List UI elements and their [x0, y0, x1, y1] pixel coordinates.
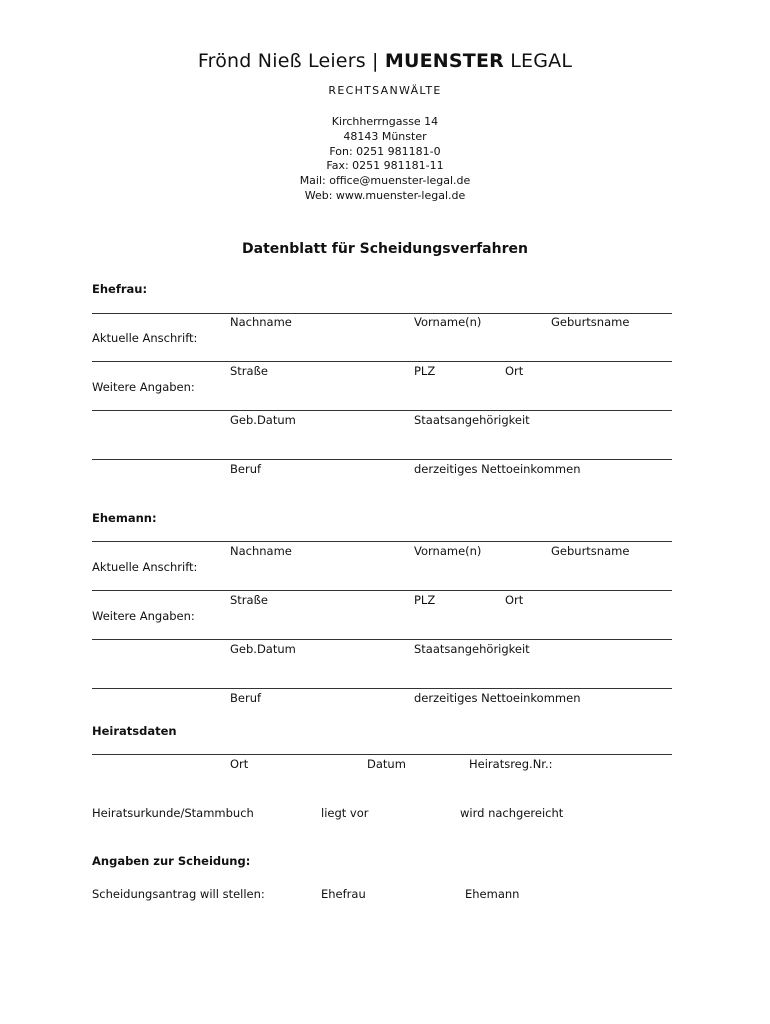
- wife-birthname-label: Geburtsname: [551, 315, 630, 329]
- marriage-date-label: Datum: [367, 757, 406, 771]
- marriage-heading: Heiratsdaten: [92, 724, 177, 738]
- wife-job-label: Beruf: [230, 462, 262, 476]
- applicant-wife-option[interactable]: Ehefrau: [321, 887, 366, 901]
- contact-fax: Fax: 0251 981181-11: [326, 159, 444, 173]
- husband-city-label: Ort: [505, 593, 524, 607]
- wife-heading: Ehefrau:: [92, 282, 148, 296]
- husband-more-label: Weitere Angaben:: [92, 609, 195, 623]
- certificate-later-option[interactable]: wird nachgereicht: [460, 806, 564, 820]
- certificate-label: Heiratsurkunde/Stammbuch: [92, 806, 254, 820]
- contact-street: Kirchherrngasse 14: [331, 115, 439, 128]
- divorce-applicant-label: Scheidungsantrag will stellen:: [92, 887, 265, 901]
- wife-firstname-label: Vorname(n): [414, 315, 482, 329]
- contact-block: [0, 115, 770, 204]
- wife-name-line[interactable]: [92, 313, 672, 314]
- husband-lastname-label: Nachname: [230, 544, 292, 558]
- marriage-register-label: Heiratsreg.Nr.:: [469, 757, 553, 771]
- husband-birthname-label: Geburtsname: [551, 544, 630, 558]
- husband-address-label: Aktuelle Anschrift:: [92, 560, 198, 574]
- husband-birthdate-label: Geb.Datum: [230, 642, 296, 656]
- contact-phone: Fon: 0251 981181-0: [329, 144, 441, 158]
- contact-city: 48143 Münster: [343, 129, 427, 143]
- wife-city-label: Ort: [505, 364, 524, 378]
- wife-birthdate-label: Geb.Datum: [230, 413, 296, 427]
- wife-nationality-label: Staatsangehörigkeit: [414, 413, 530, 427]
- husband-firstname-label: Vorname(n): [414, 544, 482, 558]
- husband-zip-label: PLZ: [414, 593, 436, 607]
- contact-web: Web: www.muenster-legal.de: [304, 188, 466, 202]
- firm-name-suffix: LEGAL: [503, 50, 573, 72]
- wife-income-label: derzeitiges Nettoeinkommen: [414, 462, 581, 476]
- wife-job-line[interactable]: [92, 459, 672, 460]
- husband-nationality-label: Staatsangehörigkeit: [414, 642, 530, 656]
- marriage-place-label: Ort: [230, 757, 249, 771]
- wife-address-line[interactable]: [92, 361, 672, 362]
- husband-name-line[interactable]: [92, 541, 672, 542]
- divorce-heading: Angaben zur Scheidung:: [92, 854, 251, 868]
- firm-name-prefix: Frönd Nieß Leiers |: [197, 50, 385, 72]
- wife-lastname-label: Nachname: [230, 315, 292, 329]
- wife-zip-label: PLZ: [414, 364, 436, 378]
- wife-more-label: Weitere Angaben:: [92, 380, 195, 394]
- contact-mail: Mail: office@muenster-legal.de: [299, 174, 471, 188]
- husband-job-label: Beruf: [230, 691, 262, 705]
- wife-street-label: Straße: [230, 364, 268, 378]
- husband-birth-line[interactable]: [92, 639, 672, 640]
- firm-name-bold: MUENSTER: [384, 50, 504, 72]
- husband-heading: Ehemann:: [92, 511, 157, 525]
- wife-birth-line[interactable]: [92, 410, 672, 411]
- firm-name: [0, 50, 770, 72]
- marriage-data-line[interactable]: [92, 754, 672, 755]
- husband-job-line[interactable]: [92, 688, 672, 689]
- husband-income-label: derzeitiges Nettoeinkommen: [414, 691, 581, 705]
- husband-address-line[interactable]: [92, 590, 672, 591]
- document-title: Datenblatt für Scheidungsverfahren: [242, 241, 528, 257]
- certificate-available-option[interactable]: liegt vor: [321, 806, 369, 820]
- firm-subtitle: RECHTSANWÄLTE: [328, 84, 442, 97]
- applicant-husband-option[interactable]: Ehemann: [465, 887, 520, 901]
- husband-street-label: Straße: [230, 593, 268, 607]
- wife-address-label: Aktuelle Anschrift:: [92, 331, 198, 345]
